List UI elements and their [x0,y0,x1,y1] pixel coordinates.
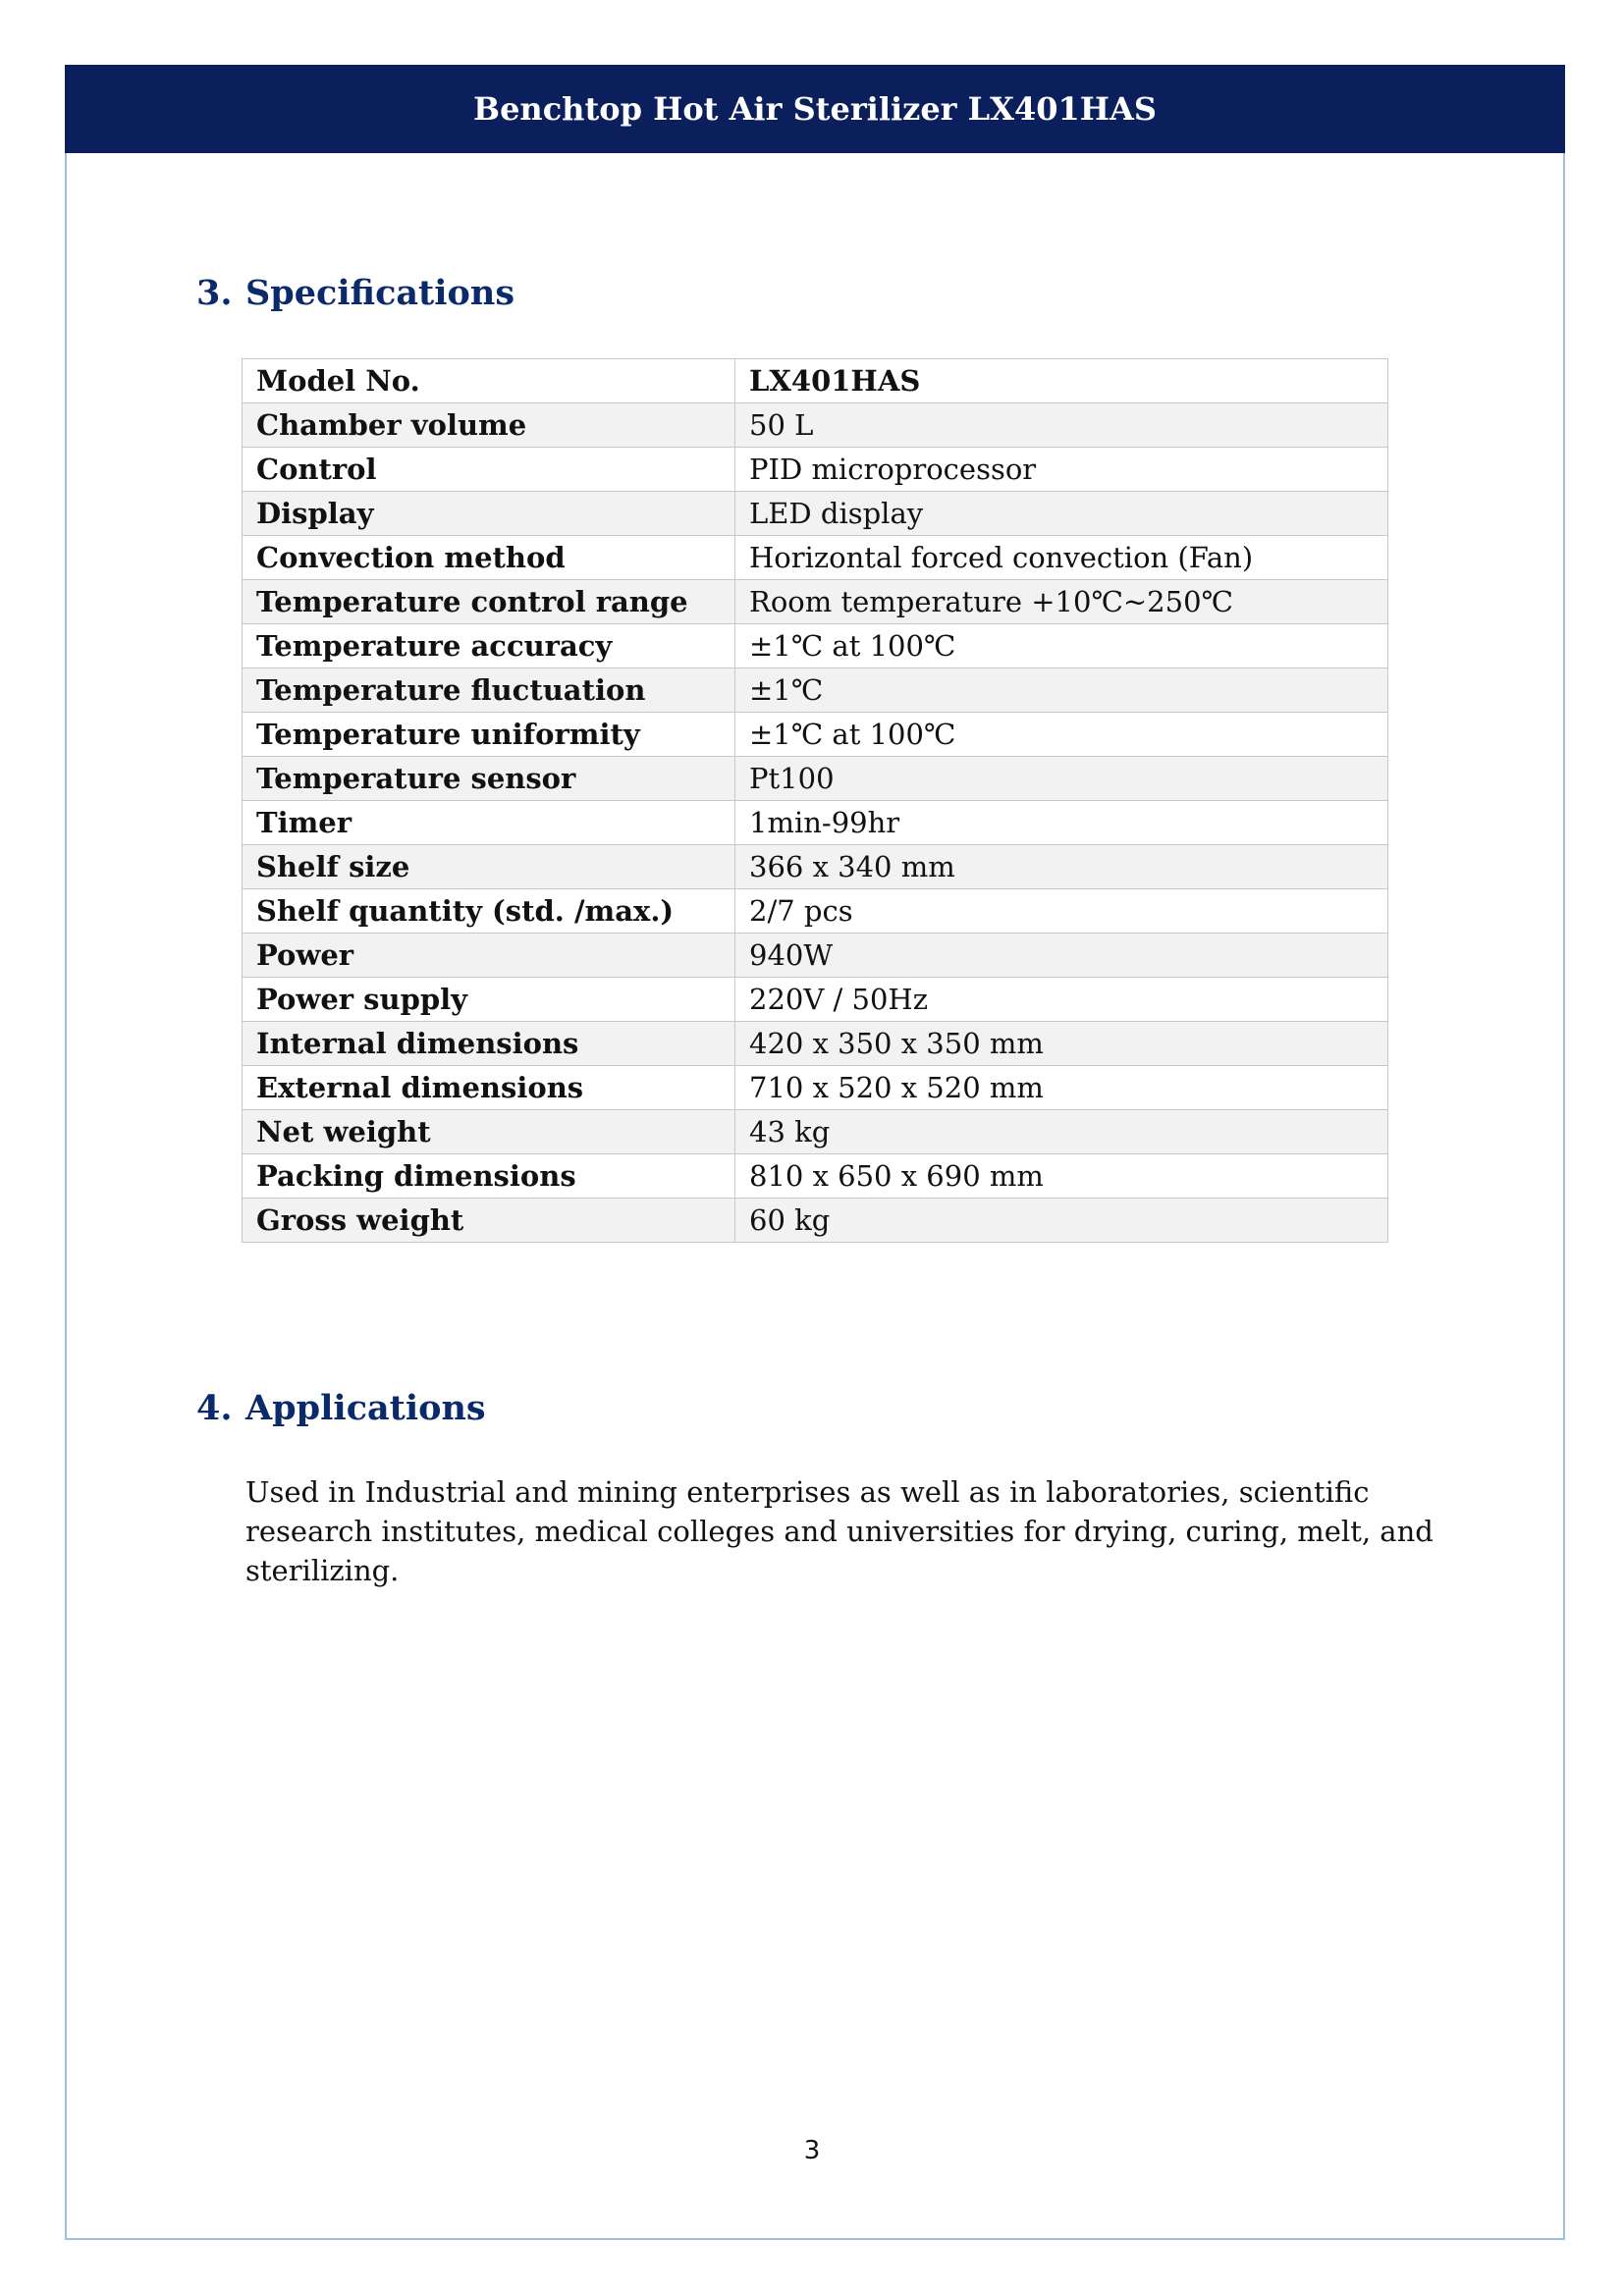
spec-label: Temperature accuracy [243,624,735,668]
spec-label: Display [243,492,735,536]
spec-label: Net weight [243,1110,735,1154]
specifications-heading [196,273,514,313]
spec-label: Gross weight [243,1199,735,1243]
spec-value: 1min-99hr [735,801,1388,845]
section-title: Specifications [245,273,515,313]
spec-value: ±1℃ at 100℃ [735,624,1388,668]
table-row [243,624,1388,668]
table-row [243,1022,1388,1066]
spec-value: 43 kg [735,1110,1388,1154]
document-title: Benchtop Hot Air Sterilizer LX401HAS [473,90,1157,128]
table-row [243,978,1388,1022]
spec-label: Temperature sensor [243,757,735,801]
table-row [243,801,1388,845]
spec-label: Chamber volume [243,403,735,448]
spec-value: LX401HAS [735,359,1388,403]
spec-value: ±1℃ at 100℃ [735,713,1388,757]
specifications-table [242,358,1388,1243]
spec-label: Temperature uniformity [243,713,735,757]
section-number: 3. [196,273,233,313]
spec-label: Packing dimensions [243,1154,735,1199]
spec-label: Temperature control range [243,580,735,624]
table-row [243,536,1388,580]
table-row [243,1110,1388,1154]
spec-value: 2/7 pcs [735,889,1388,934]
spec-value: Horizontal forced convection (Fan) [735,536,1388,580]
spec-label: Convection method [243,536,735,580]
table-row [243,448,1388,492]
table-row [243,713,1388,757]
section-number: 4. [196,1388,233,1428]
table-row [243,757,1388,801]
spec-label: Internal dimensions [243,1022,735,1066]
applications-text: Used in Industrial and mining enterprises as well as in laboratories, scientific research institutes, medical colleges and universities for drying, curing, melt, and sterilizing. [245,1475,1434,1587]
spec-value: 940W [735,934,1388,978]
spec-label: Model No. [243,359,735,403]
header-bar [65,65,1565,153]
spec-value: 220V / 50Hz [735,978,1388,1022]
table-row [243,359,1388,403]
spec-value: 420 x 350 x 350 mm [735,1022,1388,1066]
spec-label: Timer [243,801,735,845]
spec-value: LED display [735,492,1388,536]
table-row [243,934,1388,978]
spec-value: 810 x 650 x 690 mm [735,1154,1388,1199]
spec-label: Power supply [243,978,735,1022]
spec-label: Shelf size [243,845,735,889]
spec-value: 50 L [735,403,1388,448]
applications-heading [196,1388,486,1428]
spec-value: Room temperature +10℃~250℃ [735,580,1388,624]
section-title: Applications [245,1388,486,1428]
spec-value: ±1℃ [735,668,1388,713]
page-number: 3 [803,2136,821,2165]
table-row [243,889,1388,934]
table-row [243,845,1388,889]
table-row [243,580,1388,624]
spec-label: Control [243,448,735,492]
spec-label: Shelf quantity (std. /max.) [243,889,735,934]
spec-label: Power [243,934,735,978]
spec-value: 60 kg [735,1199,1388,1243]
spec-label: Temperature fluctuation [243,668,735,713]
spec-label: External dimensions [243,1066,735,1110]
table-row [243,1154,1388,1199]
spec-value: Pt100 [735,757,1388,801]
table-row [243,492,1388,536]
spec-value: PID microprocessor [735,448,1388,492]
table-row [243,403,1388,448]
spec-value: 710 x 520 x 520 mm [735,1066,1388,1110]
spec-value: 366 x 340 mm [735,845,1388,889]
table-row [243,668,1388,713]
table-row [243,1066,1388,1110]
table-row [243,1199,1388,1243]
